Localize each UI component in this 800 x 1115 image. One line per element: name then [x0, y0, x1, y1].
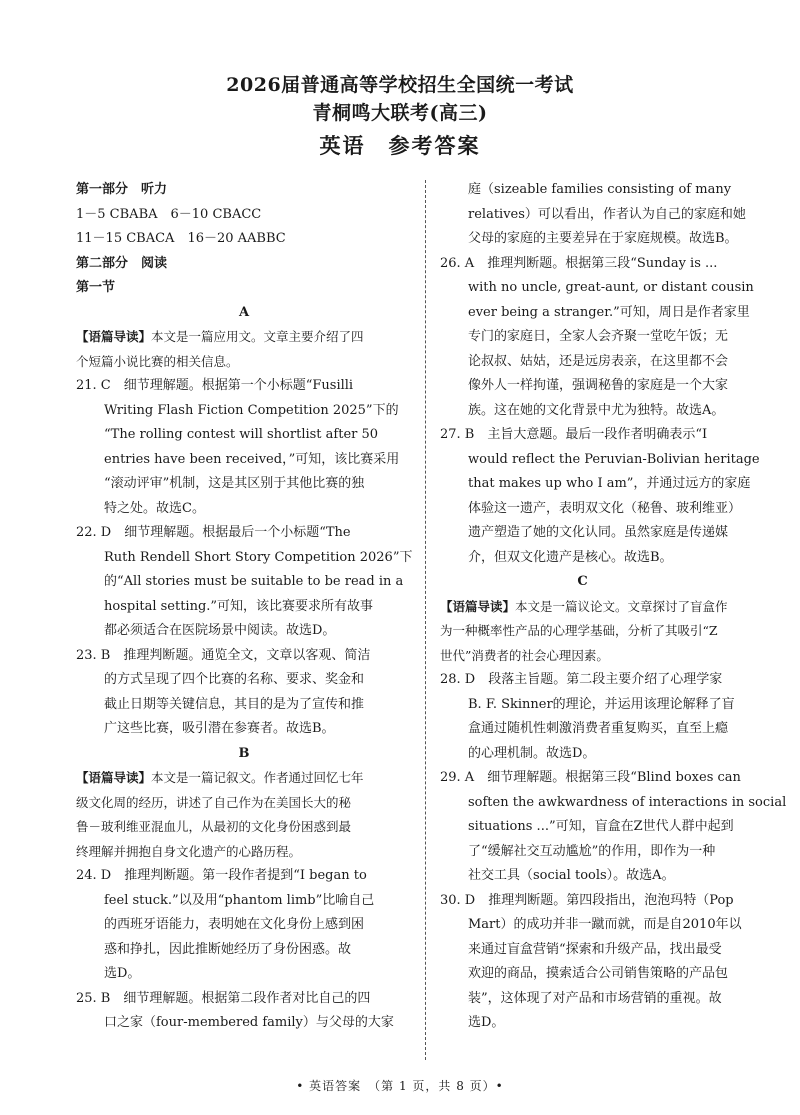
answer-continuation	[440, 472, 751, 497]
line-text: 特之处。故选C。	[104, 500, 205, 516]
line-text: 截止日期等关键信息，其目的是为了宣传和推	[104, 696, 365, 712]
line-text: 遗产塑造了她的文化认同。虽然家庭是传递媒	[468, 525, 729, 540]
passage-label	[76, 301, 412, 326]
answer-continuation	[440, 742, 725, 767]
answer-item	[76, 521, 412, 546]
line-text: 为一种概率性产品的心理学基础，分析了其吸引“Z	[440, 623, 718, 638]
section-heading	[76, 276, 412, 301]
passage-guide-line	[440, 595, 728, 620]
answer-continuation	[440, 791, 787, 816]
answer-continuation	[440, 301, 750, 326]
line-text: C	[577, 574, 588, 589]
answer-continuation	[76, 938, 412, 963]
line-text: 本文是一篇议论文。文章探讨了盲盒作	[515, 598, 728, 614]
line-text: 体验这一遗产，表明双文化（秘鲁、玻利维亚）	[468, 500, 742, 516]
line-text: 像外人一样拘谨，强调秘鲁的家庭是一个大家	[468, 378, 729, 393]
line-text: 29. A 细节理解题。根据第三段“Blind boxes can	[440, 770, 741, 785]
line-text: B	[238, 745, 250, 761]
answer-continuation	[76, 913, 412, 938]
line-text: 终理解并拥抱自身文化遗产的心路历程。	[76, 843, 302, 859]
answer-continuation	[76, 595, 412, 620]
answer-item	[440, 889, 734, 914]
line-text: 28. D 段落主旨题。第二段主要介绍了心理学家	[440, 672, 723, 687]
answer-continuation	[440, 962, 729, 987]
answer-item	[76, 374, 412, 399]
answer-line	[76, 203, 412, 228]
answer-continuation	[76, 1011, 412, 1036]
answer-continuation	[76, 497, 412, 522]
answer-continuation	[76, 546, 412, 571]
line-text: 装”，这体现了对产品和市场营销的重视。故	[468, 990, 722, 1006]
passage-label	[76, 742, 412, 767]
answer-continuation	[440, 374, 729, 399]
line-text: 鲁－玻利维亚混血儿，从最初的文化身份困惑到最	[76, 819, 352, 834]
line-text: Ruth Rendell Short Story Competition 2026”下	[104, 549, 413, 565]
line-text: 22. D 细节理解题。根据最后一个小标题“The	[76, 525, 351, 540]
line-text: entries have been received，”可知，该比赛采用	[104, 451, 400, 467]
line-text: 广这些比赛，吸引潜在参赛者。故选B。	[104, 721, 335, 736]
answer-continuation	[440, 521, 729, 546]
answer-continuation	[440, 546, 725, 571]
answer-continuation	[440, 693, 735, 718]
answer-continuation	[440, 448, 760, 473]
answer-continuation	[76, 962, 412, 987]
answer-line	[76, 227, 412, 252]
line-text: 第二部分 阅读	[76, 255, 168, 271]
line-text: 世代”消费者的社会心理因素。	[440, 647, 609, 663]
page-title: 英语 参考答案	[319, 134, 481, 158]
answer-continuation	[440, 276, 754, 301]
answer-item	[440, 252, 725, 277]
answer-continuation	[76, 448, 412, 473]
answer-continuation	[440, 399, 725, 424]
section-heading	[76, 252, 412, 277]
line-text: feel stuck.”以及用“phantom limb”比喻自己	[104, 892, 375, 908]
line-text: 本文是一篇记叙文。作者通过回忆七年	[151, 770, 364, 785]
line-text: 介，但双文化遗产是核心。故选B。	[468, 549, 673, 565]
answer-continuation	[440, 497, 742, 522]
guide-tag: 【语篇导读】	[76, 329, 152, 344]
line-text: 惑和挣扎，因此推断她经历了身份困惑。故	[104, 941, 352, 957]
passage-guide-line	[76, 325, 412, 350]
answer-continuation	[76, 693, 412, 718]
line-text: 21. C 细节理解题。根据第一个小标题“Fusilli	[76, 378, 354, 393]
answer-continuation	[76, 619, 412, 644]
line-text: “The rolling contest will shortlist after 50	[104, 427, 379, 442]
answer-continuation	[440, 325, 729, 350]
line-text: with no uncle, great-aunt, or distant cousin	[468, 280, 754, 295]
answer-continuation	[440, 350, 729, 375]
answer-continuation	[440, 840, 725, 865]
right-column	[440, 178, 787, 1036]
line-text: “滚动评审”机制，这是其区别于其他比赛的独	[104, 476, 365, 491]
line-text: soften the awkwardness of interactions in social	[468, 794, 787, 810]
passage-guide-line	[76, 840, 412, 865]
line-text: situations ...”可知，盲盒在Z世代人群中起到	[468, 819, 734, 834]
exam-title: 2026届普通高等学校招生全国统一考试	[226, 74, 574, 96]
line-text: 论叔叔、姑姑，还是远房表亲，在这里都不会	[468, 353, 729, 369]
line-text: 来通过盲盒营销“探索和升级产品，找出最受	[468, 941, 722, 957]
answer-continuation	[440, 815, 734, 840]
answer-continuation	[440, 1011, 725, 1036]
line-text: hospital setting.”可知，该比赛要求所有故事	[104, 598, 374, 614]
line-text: would reflect the Peruvian-Bolivian heritage	[468, 451, 760, 467]
line-text: 24. D 推理判断题。第一段作者提到“I began to	[76, 868, 367, 883]
line-text: 选D。	[104, 966, 141, 981]
answer-continuation	[76, 889, 412, 914]
line-text: 了“缓解社交互动尴尬”的作用，即作为一种	[468, 843, 716, 859]
passage-guide-line	[440, 619, 725, 644]
line-text: 选D。	[468, 1015, 505, 1030]
answer-continuation	[440, 717, 729, 742]
answer-continuation	[440, 864, 725, 889]
answer-continuation	[76, 472, 412, 497]
answer-continuation	[440, 203, 746, 228]
line-text: 1－5 CBABA 6－10 CBACC	[76, 206, 262, 222]
line-text: 庭（sizeable families consisting of many	[468, 182, 732, 197]
page-footer: • 英语答案 （第 1 页，共 8 页）•	[296, 1079, 504, 1093]
line-text: 的心理机制。故选D。	[468, 745, 596, 761]
passage-guide-line	[76, 766, 412, 791]
answer-item	[440, 668, 725, 693]
guide-tag: 【语篇导读】	[76, 770, 152, 785]
passage-guide-line	[76, 350, 412, 375]
line-text: 27. B 主旨大意题。最后一段作者明确表示“I	[440, 427, 708, 442]
line-text: 父母的家庭的主要差异在于家庭规模。故选B。	[468, 231, 738, 246]
line-text: relatives）可以看出，作者认为自己的家庭和她	[468, 206, 746, 222]
left-column	[76, 178, 412, 1036]
section-heading	[76, 178, 412, 203]
line-text: B. F. Skinner的理论，并运用该理论解释了盲	[468, 696, 735, 712]
line-text: 本文是一篇应用文。文章主要介绍了四	[151, 329, 364, 344]
line-text: A	[238, 304, 250, 320]
line-text: 社交工具（social tools）。故选A。	[468, 868, 675, 883]
line-text: 欢迎的商品，摸索适合公司销售策略的产品包	[468, 966, 729, 981]
answer-continuation	[440, 227, 738, 252]
column-divider	[425, 180, 426, 1060]
line-text: 专门的家庭日，全家人会齐聚一堂吃午饭；无	[468, 329, 729, 344]
answer-continuation	[76, 423, 412, 448]
line-text: 盒通过随机性刺激消费者重复购买，直至上瘾	[468, 721, 729, 736]
answer-continuation	[76, 399, 412, 424]
line-text: Mart）的成功并非一蹴而就，而是自2010年以	[468, 917, 742, 932]
answer-continuation	[440, 987, 725, 1012]
line-text: 25. B 细节理解题。根据第二段作者对比自己的四	[76, 990, 371, 1006]
exam-subtitle: 青桐鸣大联考(高三)	[312, 102, 488, 124]
answer-item	[76, 987, 412, 1012]
passage-label	[440, 570, 725, 595]
answer-continuation	[440, 938, 725, 963]
answer-continuation	[440, 178, 732, 203]
line-text: 的“All stories must be suitable to be read in a	[104, 574, 404, 589]
line-text: 30. D 推理判断题。第四段指出，泡泡玛特（Pop	[440, 892, 734, 908]
guide-tag: 【语篇导读】	[440, 598, 516, 614]
line-text: 的西班牙语能力，表明她在文化身份上感到困	[104, 917, 365, 932]
line-text: 23. B 推理判断题。通览全文，文章以客观、简洁	[76, 647, 371, 663]
answer-continuation	[76, 668, 412, 693]
line-text: that makes up who I am”，并通过远方的家庭	[468, 476, 751, 491]
line-text: 都必须适合在医院场景中阅读。故选D。	[104, 623, 336, 638]
line-text: 11－15 CBACA 16－20 AABBC	[76, 231, 286, 246]
line-text: 口之家（four-membered family）与父母的大家	[104, 1015, 394, 1030]
answer-item	[440, 423, 725, 448]
line-text: 第一部分 听力	[76, 182, 168, 197]
line-text: 的方式呈现了四个比赛的名称、要求、奖金和	[104, 672, 365, 687]
passage-guide-line	[76, 791, 412, 816]
line-text: 个短篇小说比赛的相关信息。	[76, 353, 239, 369]
line-text: 族。这在她的文化背景中尤为独特。故选A。	[468, 402, 725, 418]
answer-item	[76, 864, 412, 889]
answer-item	[440, 766, 741, 791]
answer-item	[76, 644, 412, 669]
line-text: 第一节	[76, 280, 116, 295]
line-text: 26. A 推理判断题。根据第三段“Sunday is ...	[440, 255, 718, 271]
passage-guide-line	[440, 644, 725, 669]
answer-continuation	[76, 570, 412, 595]
line-text: Writing Flash Fiction Competition 2025”下的	[104, 402, 399, 418]
passage-guide-line	[76, 815, 412, 840]
answer-continuation	[76, 717, 412, 742]
line-text: ever being a stranger.”可知，周日是作者家里	[468, 304, 750, 320]
line-text: 级文化周的经历，讲述了自己作为在美国长大的秘	[76, 794, 352, 810]
answer-continuation	[440, 913, 742, 938]
